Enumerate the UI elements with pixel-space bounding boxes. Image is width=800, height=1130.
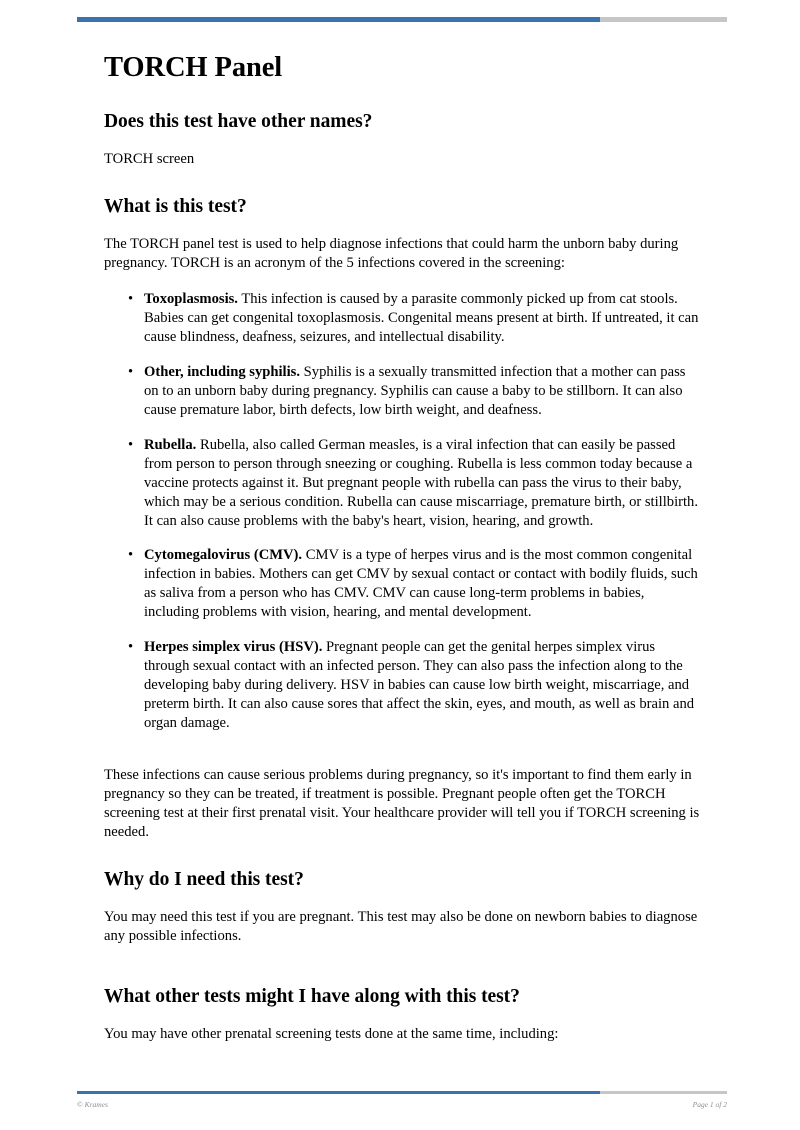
list-item [104, 546, 701, 622]
section-heading-other-tests: What other tests might I have along with this test? [104, 986, 520, 1007]
section-spacer [104, 859, 701, 868]
paragraph-test-outro: These infections can cause serious problems during pregnancy, so it's important to find them early in pregnancy so they can be treated, if treatment is possible. Pregnant people often get the TORCH screening test at their first prenatal visit. Your healthcare provider will tell you if TORCH screening is needed. [104, 767, 700, 841]
page-title: TORCH Panel [104, 52, 283, 83]
footer-rule-blue-segment [77, 1091, 600, 1094]
list-item [104, 638, 701, 733]
list-item-text: Pregnant people can get the genital herpes simplex virus through sexual contact with an infected person. They can also pass the infection along to the developing baby during delivery. HSV in babies can cause low birth weight, miscarriage, and preterm birth. It can also cause sores that affect the skin, eyes, and mouth, as well as brain and organ damage. [144, 639, 695, 732]
list-item-term: Herpes simplex virus (HSV). [144, 639, 323, 656]
header-accent-rule [77, 17, 727, 22]
header-rule-gray-segment [600, 17, 727, 22]
section-spacer [104, 963, 701, 985]
list-item-text: Syphilis is a sexually transmitted infection that a mother can pass on to an unborn baby during pregnancy. Syphilis can cause a baby to be stillborn. It can also cause premature labor, birth defects, low birth weight, and deafness. [144, 363, 686, 418]
bullet-icon: • [128, 547, 134, 564]
footer-page-number: Page 1 of 2 [692, 1100, 727, 1109]
page-footer [77, 1100, 727, 1109]
section-heading-other-names: Does this test have other names? [104, 110, 373, 132]
paragraph-other-names: TORCH screen [104, 150, 195, 167]
header-rule-blue-segment [77, 17, 600, 22]
paragraph-test-intro: The TORCH panel test is used to help diagnose infections that could harm the unborn baby during pregnancy. TORCH is an acronym of the 5 infections covered in the screening: [104, 235, 679, 271]
list-item [104, 290, 701, 347]
bullet-icon: • [128, 639, 134, 656]
bullet-icon: • [128, 290, 134, 307]
list-item-text: This infection is caused by a parasite commonly picked up from cat stools. Babies can get congenital toxoplasmosis. Congenital means present at birth. If untreated, it can cause blindness, deafness, seizures, and intellectual disability. [144, 290, 699, 345]
footer-copyright: © Krames [77, 1100, 108, 1109]
list-item-term: Toxoplasmosis. [144, 290, 238, 307]
paragraph-why-need-test: You may need this test if you are pregnant. This test may also be done on newborn babies to diagnose any possible infections. [104, 909, 698, 945]
list-item-term: Other, including syphilis. [144, 363, 300, 380]
list-item-text: Rubella, also called German measles, is a viral infection that can easily be passed from person to person through sneezing or coughing. Rubella is less common today because a vaccine protects against it. But pregnant people with rubella can pass the virus to their baby, which may be a serious condition. Rubella can cause miscarriage, premature birth, or stillbirth. It can also cause problems with the baby's heart, vision, hearing, and growth. [144, 436, 698, 529]
section-heading-what-is-this-test: What is this test? [104, 195, 247, 217]
footer-accent-rule [77, 1091, 727, 1094]
list-spacer [104, 750, 701, 766]
list-item-term: Rubella. [144, 436, 197, 453]
bullet-icon: • [128, 363, 134, 380]
infection-list [104, 290, 701, 733]
bullet-icon: • [128, 436, 134, 453]
list-item [104, 436, 701, 531]
document-content [104, 52, 701, 1061]
section-spacer [104, 186, 701, 195]
footer-rule-gray-segment [600, 1091, 727, 1094]
list-item-text: CMV is a type of herpes virus and is the most common congenital infection in babies. Mothers can get CMV by sexual contact or contact with bodily fluids, such as saliva from a person who has CMV. CMV can cause long-term problems in babies, including problems with vision, hearing, and mental development. [144, 547, 698, 621]
list-item-term: Cytomegalovirus (CMV). [144, 547, 303, 564]
paragraph-other-tests: You may have other prenatal screening tests done at the same time, including: [104, 1026, 559, 1042]
section-heading-why-need-test: Why do I need this test? [104, 869, 304, 891]
list-item [104, 363, 701, 420]
